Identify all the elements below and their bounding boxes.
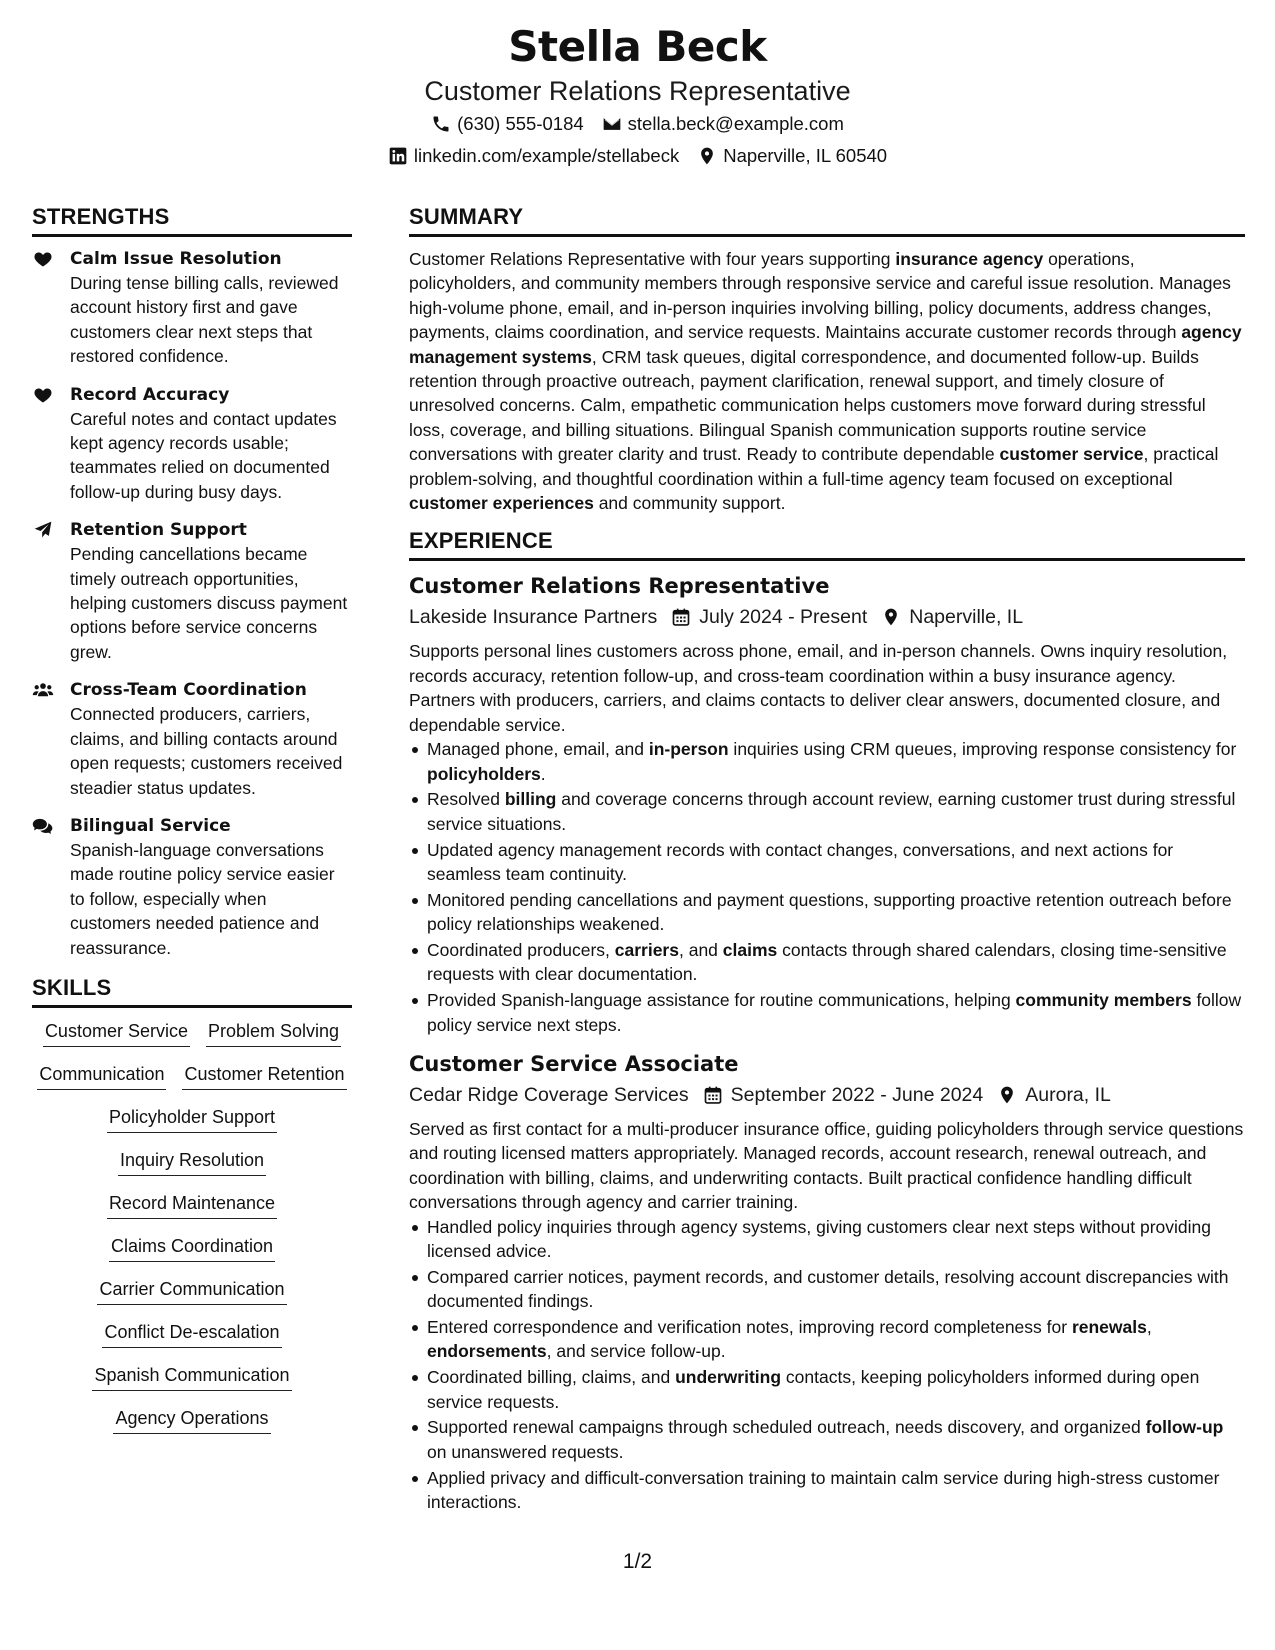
strength-title: Bilingual Service: [70, 815, 231, 836]
comments-icon: [32, 816, 54, 836]
skill-tag: Problem Solving: [206, 1018, 341, 1047]
contact-email: [602, 108, 844, 140]
job-meta: [409, 1079, 1245, 1111]
job-bullet: [427, 938, 1245, 987]
skill-tag: Spanish Communication: [92, 1362, 291, 1391]
linkedin-icon: [388, 146, 408, 166]
company-name: Cedar Ridge Coverage Services: [409, 1083, 689, 1106]
job-title: Customer Service Associate: [409, 1051, 739, 1076]
keyword-text: customer experiences: [409, 493, 594, 514]
strength-description: Pending cancellations became timely outreach opportunities, helping customers discuss payment options before service concerns grew.: [70, 544, 348, 662]
skill-tag: Claims Coordination: [109, 1233, 275, 1262]
calendar-icon: [671, 607, 691, 627]
skills-list: [32, 1018, 352, 1434]
job-dates: September 2022 - June 2024: [730, 1083, 984, 1106]
text-segment: Managed phone, email, and: [427, 739, 649, 760]
job-bullets: [409, 1215, 1245, 1515]
phone-text[interactable]: (630) 555-0184: [457, 113, 584, 134]
strength-title: Record Accuracy: [70, 384, 230, 405]
text-segment: inquiries using CRM queues, improving response consistency for: [728, 739, 1237, 760]
candidate-name: Stella Beck: [508, 22, 767, 71]
left-column: [32, 203, 352, 1434]
strengths-list: [32, 247, 352, 960]
skill-tag: Customer Service: [43, 1018, 190, 1047]
strength-item: [32, 383, 352, 505]
job-bullet: [427, 1215, 1245, 1264]
strength-item: [32, 814, 352, 960]
skill-tag: Record Maintenance: [107, 1190, 277, 1219]
text-segment: contacts through shared calendars, closing time-sensitive requests with clear documentation.: [427, 939, 1227, 985]
job-location: Naperville, IL: [909, 606, 1024, 629]
text-segment: Supported renewal campaigns through scheduled outreach, needs discovery, and organized: [427, 1417, 1146, 1438]
right-column: [409, 203, 1245, 1516]
text-segment: Resolved: [427, 789, 505, 810]
keyword-text: follow-up: [1145, 1417, 1224, 1438]
skill-tag: Policyholder Support: [107, 1104, 277, 1133]
strengths-heading: STRENGTHS: [32, 203, 352, 237]
text-segment: Applied privacy and difficult-conversation training to maintain calm service during high-stress customer interactions.: [427, 1467, 1220, 1512]
users-icon: [32, 680, 54, 700]
location-text: Naperville, IL 60540: [723, 145, 888, 166]
text-segment: operations, policyholders, and community members through responsive service and careful issue resolution. Manages high-volume phone, email, and in-person inquiries involving billing, policy documents, address changes, payments, claims coordination, and service requests. Maintains accurate customer records through: [409, 249, 1231, 343]
job-bullet: [427, 988, 1245, 1037]
text-segment: and community support.: [593, 493, 786, 514]
candidate-role: Customer Relations Representative: [424, 76, 851, 106]
job-bullet: [427, 1315, 1245, 1364]
summary-heading: SUMMARY: [409, 203, 1245, 237]
calendar-icon: [703, 1085, 723, 1105]
text-segment: Monitored pending cancellations and payment questions, supporting proactive retention outreach before policy relationships weakened.: [427, 889, 1232, 935]
text-segment: Updated agency management records with contact changes, conversations, and next actions for seamless team continuity.: [427, 839, 1174, 884]
keyword-text: endorsements: [427, 1341, 547, 1362]
linkedin-link[interactable]: linkedin.com/example/stellabeck: [413, 145, 680, 166]
strength-description: Careful notes and contact updates kept agency records usable; teammates relied on documented follow-up during busy days.: [70, 408, 337, 502]
heart-icon: [32, 385, 54, 405]
job-bullets: [409, 737, 1245, 1037]
summary-text: [409, 247, 1245, 515]
contact-row-1: [0, 108, 1275, 140]
text-segment: on unanswered requests.: [427, 1441, 624, 1462]
strength-title: Retention Support: [70, 520, 247, 541]
company-name: Lakeside Insurance Partners: [409, 606, 658, 629]
strength-item: [32, 678, 352, 800]
text-segment: .: [540, 763, 546, 784]
phone-icon: [431, 114, 451, 134]
skill-tag: Conflict De-escalation: [102, 1319, 281, 1348]
strength-description: Connected producers, carriers, claims, and billing contacts around open requests; customers received steadier status updates.: [70, 704, 343, 798]
paper-plane-icon: [32, 520, 54, 540]
job-meta: [409, 601, 1245, 633]
skill-tag: Agency Operations: [113, 1405, 270, 1434]
envelope-icon: [602, 114, 622, 134]
strength-description: Spanish-language conversations made routine policy service easier to follow, especially when customers needed patience and reassurance.: [70, 839, 335, 958]
job-bullet: [427, 1265, 1245, 1314]
strength-item: [32, 518, 352, 664]
job-location: Aurora, IL: [1025, 1083, 1111, 1106]
text-segment: , and service follow-up.: [546, 1341, 726, 1362]
skill-tag: Communication: [37, 1061, 166, 1090]
contact-location: [697, 140, 887, 172]
text-segment: follow policy service next steps.: [427, 990, 1242, 1035]
email-link[interactable]: stella.beck@example.com: [627, 113, 844, 134]
job-bullet: [427, 787, 1245, 836]
page-number: 1/2: [622, 1550, 653, 1573]
job-entry: [409, 571, 1245, 1036]
job-bullet: [427, 1415, 1245, 1464]
resume-header: [0, 20, 1275, 172]
map-pin-icon: [697, 146, 717, 166]
text-segment: ,: [1146, 1316, 1152, 1337]
skills-heading: SKILLS: [32, 974, 352, 1008]
skill-tag: Carrier Communication: [97, 1276, 286, 1305]
keyword-text: in-person: [648, 739, 729, 760]
job-description: Served as first contact for a multi-producer insurance office, guiding policyholders through service questions and routing licensed matters appropriately. Managed records, account research, renewal outreach, and coordination with billing, claims, and underwriting contacts. Built practical confidence handling difficult conversations through agency and carrier training.: [409, 1118, 1244, 1213]
job-entry: [409, 1049, 1245, 1514]
job-description: Supports personal lines customers across phone, email, and in-person channels. Owns inquiry resolution, records accuracy, retention follow-up, and cross-team coordination within a busy insurance agency. Partners with producers, carriers, and claims contacts to deliver clear answers, documented closure, and dependable service.: [409, 641, 1228, 735]
keyword-text: billing: [504, 789, 557, 810]
text-segment: Provided Spanish-language assistance for routine communications, helping: [427, 990, 1016, 1011]
contact-row-2: [0, 140, 1275, 172]
experience-list: [409, 571, 1245, 1514]
contact-linkedin: [388, 140, 679, 172]
keyword-text: claims: [722, 939, 778, 960]
text-segment: Coordinated billing, claims, and: [427, 1367, 676, 1388]
text-segment: , practical problem-solving, and thoughtful coordination within a full-time agency team focused on exceptional: [409, 444, 1219, 489]
experience-heading: EXPERIENCE: [409, 527, 1245, 561]
text-segment: Handled policy inquiries through agency systems, giving customers clear next steps without providing licensed advice.: [427, 1216, 1212, 1261]
text-segment: contacts, keeping policyholders informed during open service requests.: [427, 1367, 1200, 1412]
job-bullet: [427, 1365, 1245, 1414]
keyword-text: customer service: [999, 444, 1144, 465]
text-segment: Coordinated producers,: [427, 939, 615, 960]
strength-item: [32, 247, 352, 369]
text-segment: Entered correspondence and verification notes, improving record completeness for: [427, 1316, 1072, 1337]
contact-phone: [431, 108, 584, 140]
strength-title: Cross-Team Coordination: [70, 680, 307, 701]
text-segment: , CRM task queues, digital correspondence, and documented follow-up. Builds retention through proactive outreach, payment clarification, renewal support, and timely closure of unresolved concerns. Calm, empathetic communication helps customers move forward during stressful loss, coverage, and billing situations. Bilingual Spanish communication supports routine service conversations with greater clarity and trust. Ready to contribute dependable: [409, 346, 1206, 465]
map-pin-icon: [881, 607, 901, 627]
map-pin-icon: [997, 1085, 1017, 1105]
job-bullet: [427, 888, 1245, 937]
text-segment: and coverage concerns through account review, earning customer trust during stressful service situations.: [427, 789, 1236, 834]
keyword-text: agency management systems: [409, 322, 1242, 367]
job-dates: July 2024 - Present: [699, 606, 868, 629]
keyword-text: community members: [1015, 990, 1192, 1011]
keyword-text: carriers: [614, 939, 679, 960]
keyword-text: policyholders: [427, 763, 541, 784]
heart-icon: [32, 249, 54, 269]
skill-tag: Inquiry Resolution: [118, 1147, 266, 1176]
job-bullet: [427, 737, 1245, 786]
skill-tag: Customer Retention: [182, 1061, 346, 1090]
text-segment: Compared carrier notices, payment records, and customer details, resolving account discrepancies with documented findings.: [427, 1266, 1229, 1312]
strength-title: Calm Issue Resolution: [70, 249, 282, 269]
keyword-text: underwriting: [675, 1367, 782, 1388]
job-bullet: [427, 1466, 1245, 1515]
keyword-text: insurance agency: [895, 249, 1044, 269]
job-title: Customer Relations Representative: [409, 574, 830, 599]
text-segment: , and: [678, 939, 723, 960]
keyword-text: renewals: [1071, 1316, 1147, 1337]
strength-description: During tense billing calls, reviewed account history first and gave customers clear next steps that restored confidence.: [70, 273, 339, 367]
text-segment: Customer Relations Representative with four years supporting: [409, 249, 896, 269]
job-bullet: [427, 838, 1245, 887]
